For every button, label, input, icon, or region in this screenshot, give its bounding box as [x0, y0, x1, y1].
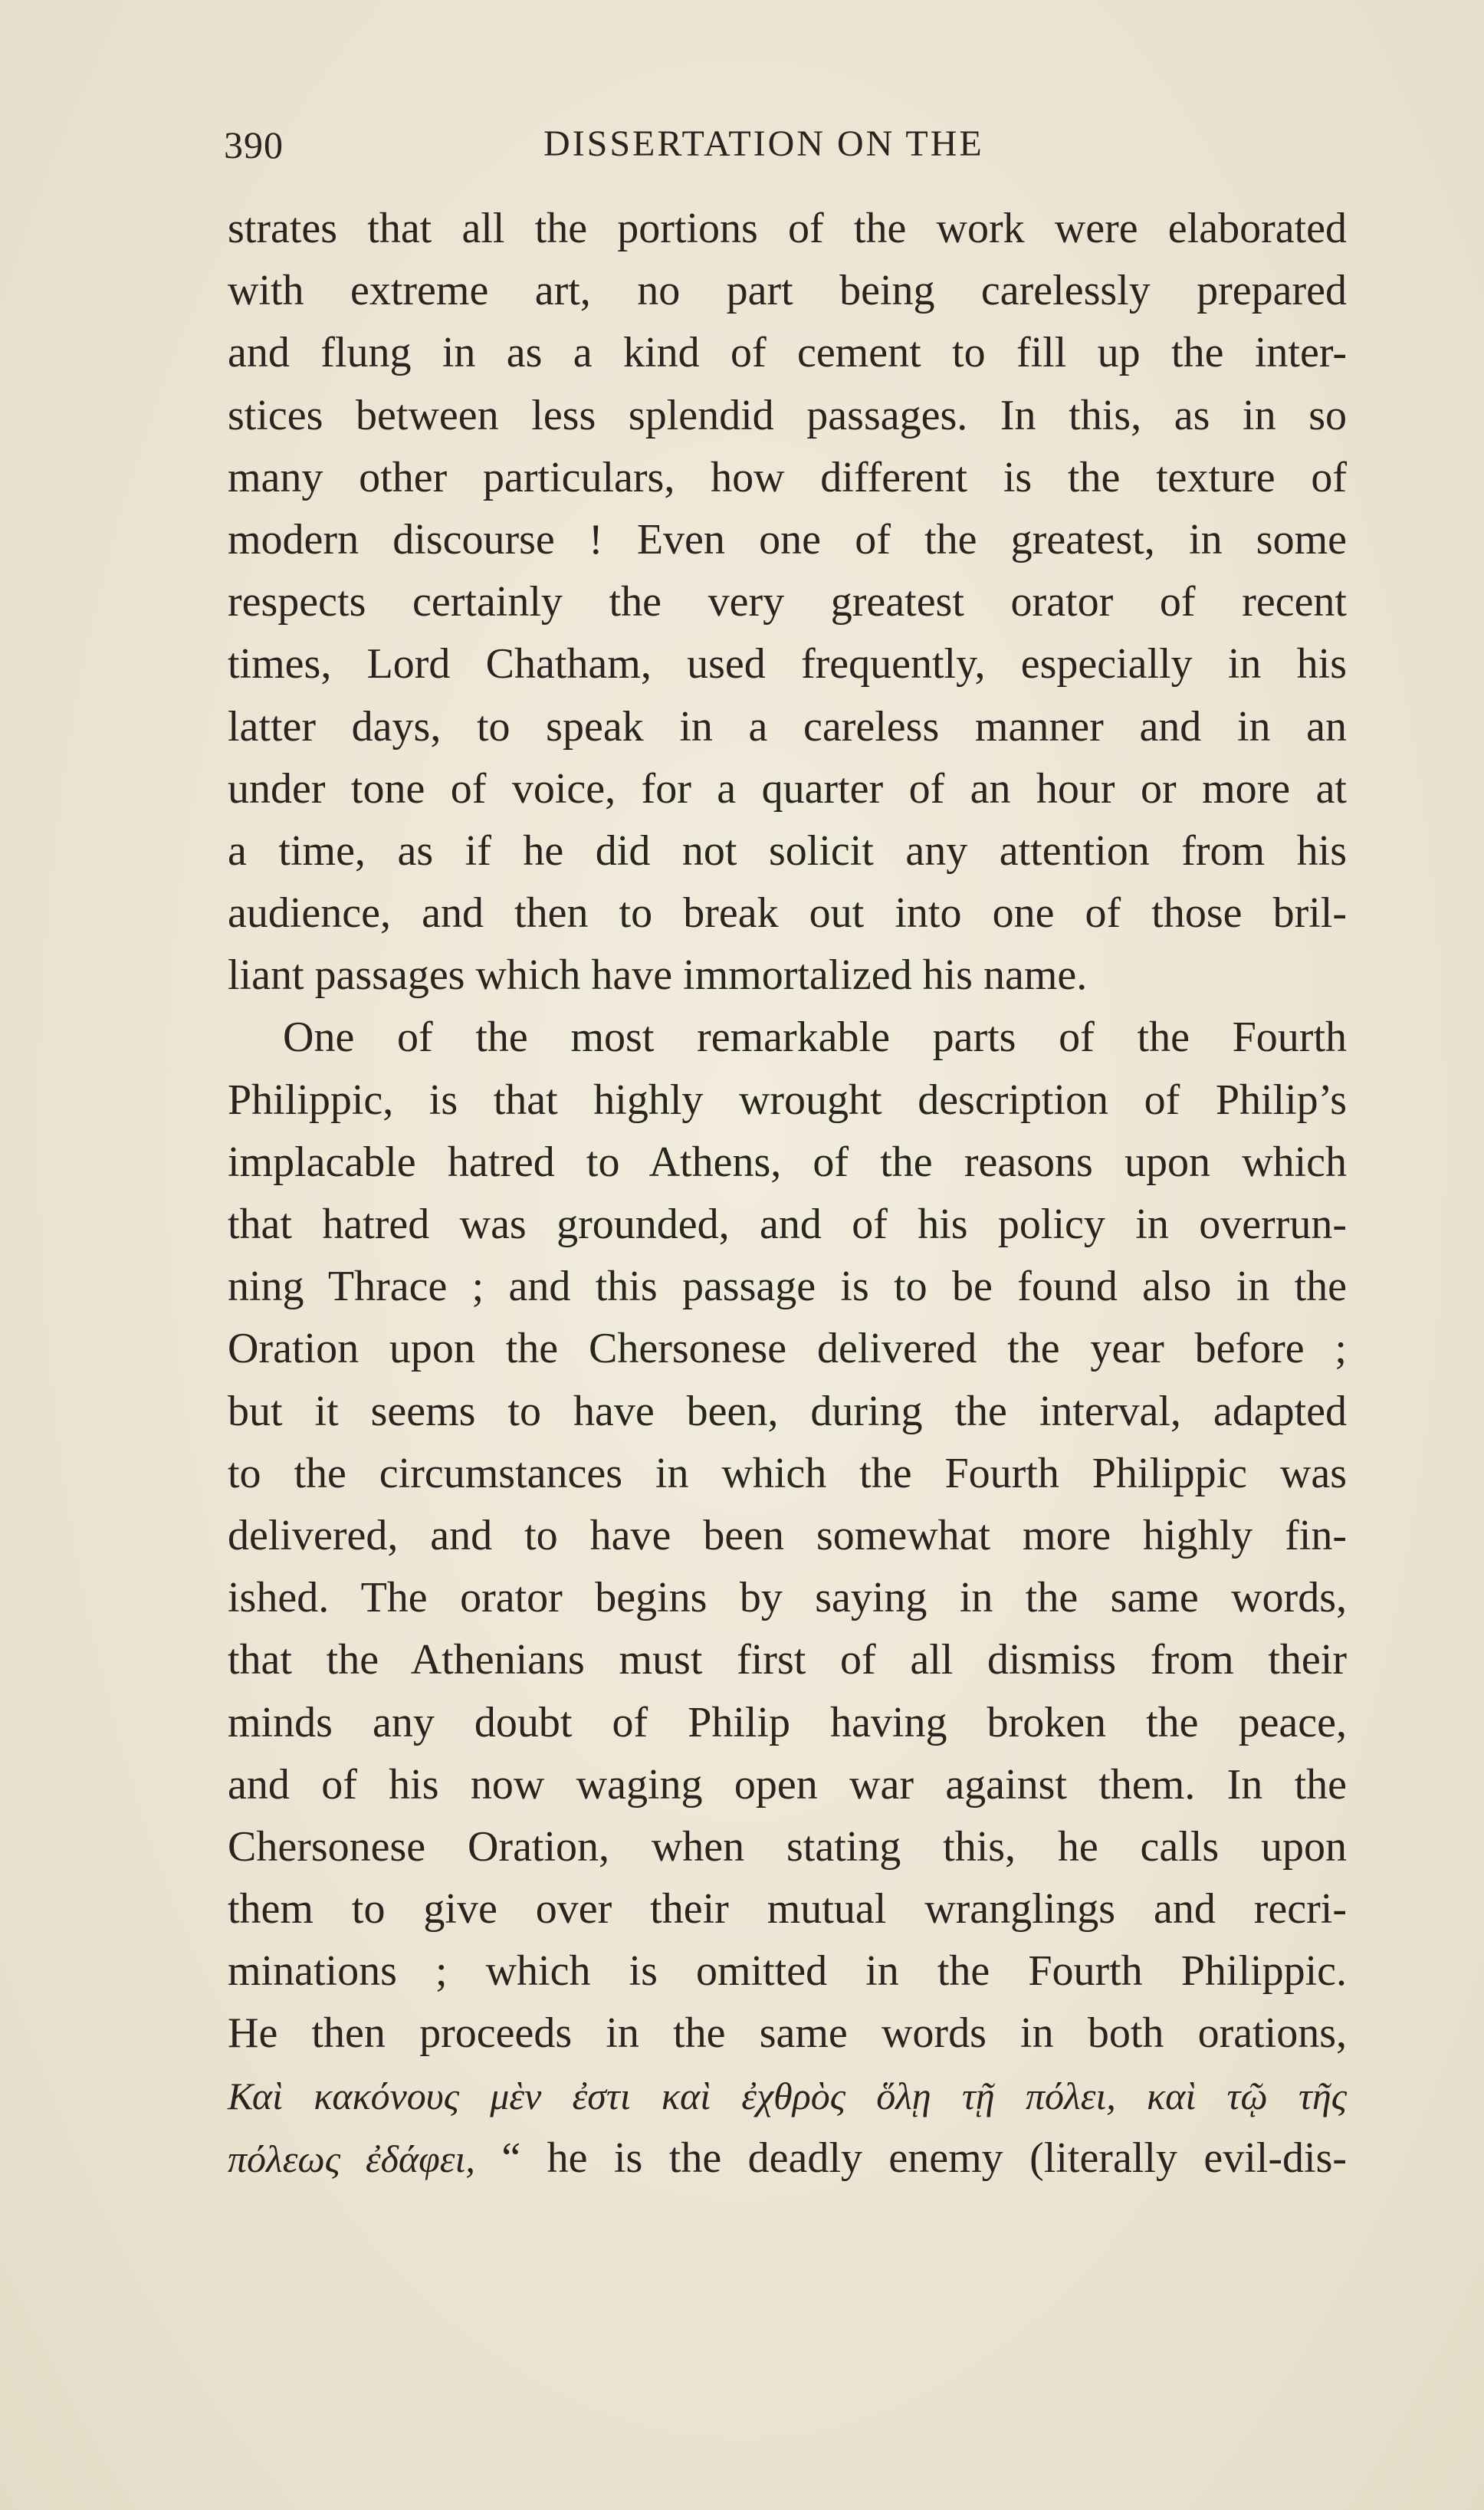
text-line: with extreme art, no part being carelessly prepared [228, 267, 1347, 315]
text-line: latter days, to speak in a careless manner and in an [228, 702, 1347, 751]
text-line: and of his now waging open war against them. In the [228, 1760, 1347, 1809]
greek-quotation-fragment: πόλεως ἐδάφει, [228, 2137, 475, 2180]
text-line: to the circumstances in which the Fourth Philippic was [228, 1449, 1347, 1497]
text-line-mixed [228, 2127, 1347, 2190]
text-line: stices between less splendid passages. In this, as in so [228, 391, 1347, 439]
body-text [228, 198, 1347, 2190]
text-line: and flung in as a kind of cement to fill up the inter- [228, 329, 1347, 377]
text-line: Chersonese Oration, when stating this, he calls upon [228, 1822, 1347, 1871]
text-line: audience, and then to break out into one of those bril- [228, 889, 1347, 938]
text-line: modern discourse ! Even one of the greatest, in some [228, 515, 1347, 563]
text-line: strates that all the portions of the work were elaborated [228, 205, 1347, 252]
translation-fragment: “ he is the deadly enemy (literally evil-dis- [501, 2134, 1348, 2182]
text-line: them to give over their mutual wranglings and recri- [228, 1885, 1347, 1933]
text-line: Philippic, is that highly wrought description of Philip’s [228, 1076, 1347, 1124]
text-line: that the Athenians must first of all dismiss from their [228, 1636, 1347, 1684]
text-line: minds any doubt of Philip having broken the peace, [228, 1698, 1347, 1746]
text-line: implacable hatred to Athens, of the reasons upon which [228, 1138, 1347, 1186]
text-line: under tone of voice, for a quarter of an hour or more at [228, 764, 1347, 813]
text-line: many other particulars, how different is the texture of [228, 453, 1347, 501]
text-line: times, Lord Chatham, used frequently, especially in his [228, 640, 1347, 688]
text-line: that hatred was grounded, and of his policy in overrun- [228, 1201, 1347, 1248]
running-title: DISSERTATION ON THE [543, 123, 984, 164]
text-line: a time, as if he did not solicit any attention from his [228, 826, 1347, 875]
text-line: respects certainly the very greatest orator of recent [228, 578, 1347, 626]
text-line: but it seems to have been, during the interval, adapted [228, 1387, 1347, 1435]
page-number: 390 [224, 123, 284, 166]
text-line: He then proceeds in the same words in both orations, [228, 2009, 1347, 2058]
text-line: liant passages which have immortalized his name. [228, 951, 1088, 1000]
text-line: delivered, and to have been somewhat more highly fin- [228, 1511, 1347, 1559]
text-line: Oration upon the Chersonese delivered the year before ; [228, 1325, 1347, 1373]
running-head [224, 123, 1343, 169]
text-line: ning Thrace ; and this passage is to be found also in the [228, 1263, 1347, 1311]
text-line: One of the most remarkable parts of the Fourth [283, 1014, 1347, 1062]
text-line: ished. The orator begins by saying in the same words, [228, 1574, 1347, 1622]
greek-quotation-line: Καὶ κακόνους μὲν ἐστι καὶ ἐχθρὸς ὅλῃ τῇ πόλει, καὶ τῷ τῆς [228, 2074, 1347, 2117]
text-line: minations ; which is omitted in the Fourth Philippic. [228, 1947, 1347, 1996]
